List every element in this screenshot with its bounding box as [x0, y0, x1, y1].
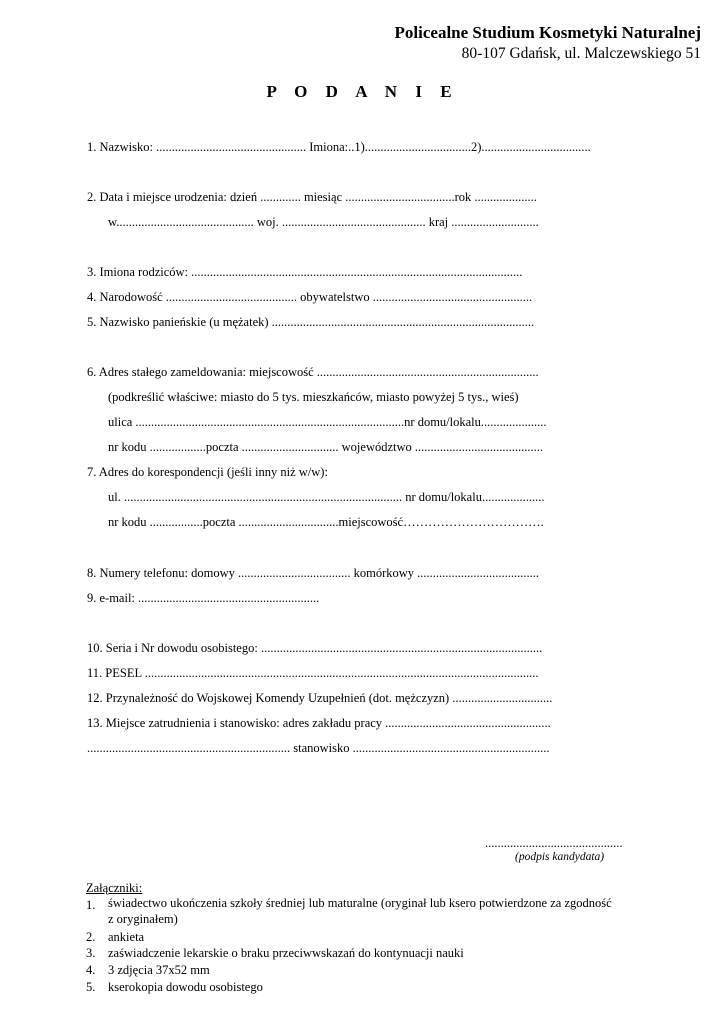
field-employment: 13. Miejsce zatrudnienia i stanowisko: adres zakładu pracy .....................................................	[87, 716, 551, 730]
document-title: P O D A N I E	[266, 82, 459, 101]
attachment-number: 3.	[86, 946, 96, 960]
attachment-item: świadectwo ukończenia szkoły średniej lub maturalne (oryginał lub ksero potwierdzone za zgodność	[108, 896, 612, 910]
attachment-number: 5.	[86, 980, 96, 994]
field-parents-names: 3. Imiona rodziców: ..........................................................................................................	[87, 265, 523, 279]
attachment-number: 2.	[86, 930, 96, 944]
document-header	[395, 22, 701, 64]
field-military-office: 12. Przynależność do Wojskowej Komendy Uzupełnień (dot. mężczyzn) ................................	[87, 691, 553, 705]
field-postal-code: nr kodu ..................poczta ............................... województwo .........................................	[108, 440, 544, 454]
field-birth-date: 2. Data i miejsce urodzenia: dzień ............. miesiąc ...................................rok ....................	[87, 190, 537, 204]
field-permanent-address: 6. Adres stałego zameldowania: miejscowość .......................................................................	[87, 365, 539, 379]
school-name: Policealne Studium Kosmetyki Naturalnej	[394, 23, 701, 42]
field-surname-names: 1. Nazwisko: ................................................ Imiona:..1)..................................2)...................................	[87, 140, 591, 154]
attachment-item: zaświadczenie lekarskie o braku przeciwwskazań do kontynuacji nauki	[108, 946, 464, 960]
field-birth-place: w............................................ woj. .............................................. kraj ............................	[108, 215, 539, 229]
attachments-title: Załączniki:	[86, 881, 143, 895]
field-correspondence-postal: nr kodu .................poczta ................................miejscowość…………………………….	[108, 515, 544, 529]
attachment-item: kserokopia dowodu osobistego	[108, 980, 263, 994]
attachment-item: 3 zdjęcia 37x52 mm	[108, 963, 210, 977]
signature-line: ............................................	[485, 836, 623, 850]
attachment-number: 1.	[86, 898, 96, 912]
field-position: ................................................................. stanowisko ...............................................................	[87, 741, 550, 755]
field-address-note: (podkreślić właściwe: miasto do 5 tys. mieszkańców, miasto powyżej 5 tys., wieś)	[108, 390, 519, 404]
field-street: ulica ......................................................................................nr domu/lokalu.....................	[108, 415, 547, 429]
field-email: 9. e-mail: ..........................................................	[87, 591, 320, 605]
attachment-number: 4.	[86, 963, 96, 977]
field-pesel: 11. PESEL ..............................................................................................................................	[87, 666, 539, 680]
field-correspondence-street: ul. ......................................................................................... nr domu/lokalu....................	[108, 490, 545, 504]
field-maiden-name: 5. Nazwisko panieńskie (u mężatek) ....................................................................................	[87, 315, 535, 329]
attachment-item: ankieta	[108, 930, 145, 944]
field-id-number: 10. Seria i Nr dowodu osobistego: ..........................................................................................	[87, 641, 543, 655]
school-address: 80-107 Gdańsk, ul. Malczewskiego 51	[461, 45, 701, 62]
field-phone-numbers: 8. Numery telefonu: domowy .................................... komórkowy .......................................	[87, 566, 540, 580]
attachment-item-continuation: z oryginałem)	[108, 912, 178, 926]
signature-caption: (podpis kandydata)	[515, 851, 605, 863]
field-nationality: 4. Narodowość .......................................... obywatelstwo ...................................................	[87, 290, 533, 304]
field-correspondence-address: 7. Adres do korespondencji (jeśli inny niż w/w):	[87, 465, 328, 479]
